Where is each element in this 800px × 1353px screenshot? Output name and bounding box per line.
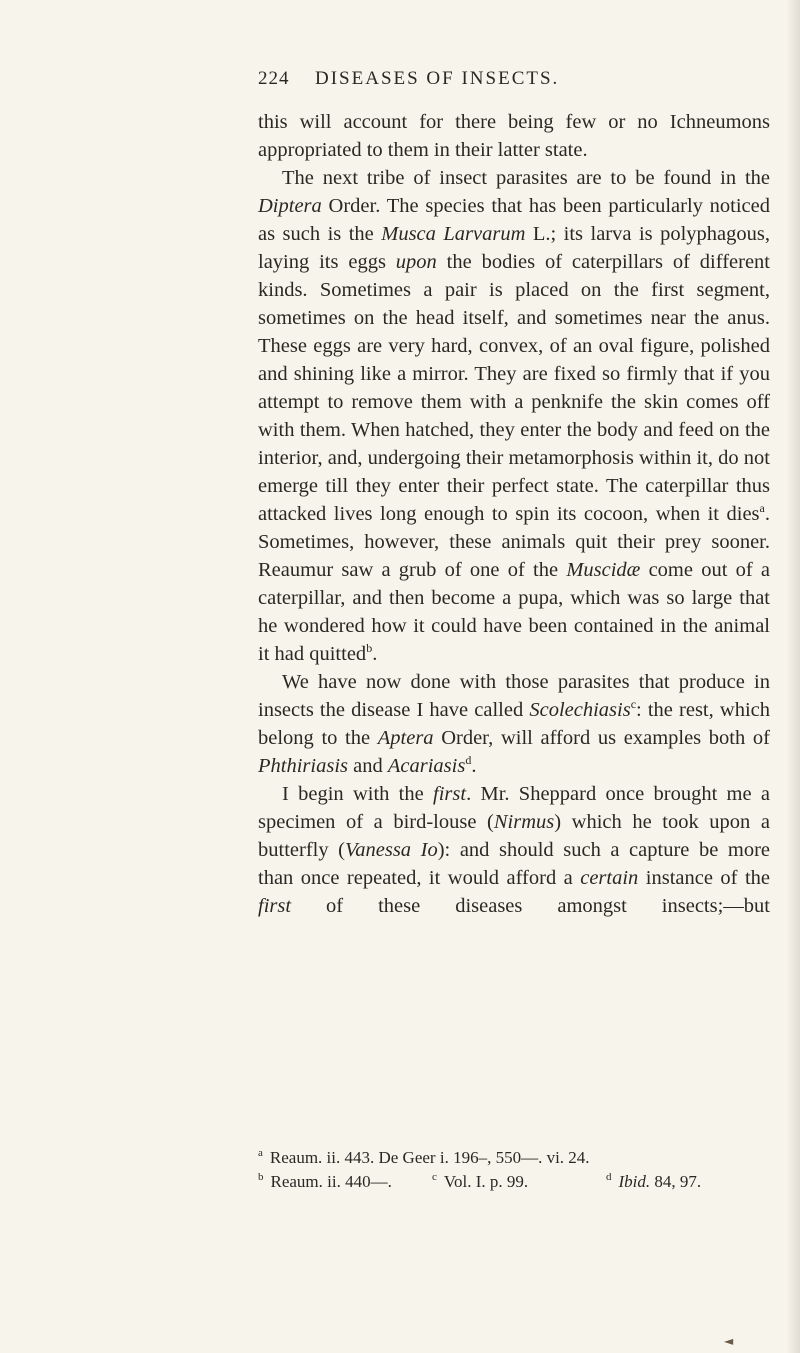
italic-term: Phthiriasis [258, 755, 348, 777]
footnote-a [258, 1146, 590, 1170]
page-number: 224 [258, 68, 290, 89]
text-run: come out of a caterpillar, and then become a pupa, which was so large that he wondered how it could have been contained in the animal it had quitted [258, 559, 771, 665]
italic-term: Musca Larvarum [381, 223, 526, 245]
footnote-text: 84, 97. [650, 1172, 702, 1191]
italic-term: first [433, 783, 467, 805]
italic-term: Aptera [377, 727, 434, 749]
footnote-row [258, 1170, 770, 1194]
text-run: . Sometimes, however, these animals quit their prey sooner. Reaumur saw a grub of one of the [258, 503, 770, 581]
text-run: . [372, 643, 378, 665]
footnote-ref-d: d [465, 753, 472, 768]
footnote-row [258, 1146, 770, 1170]
text-run: ): and should such a capture be more than once repeated, it would afford a [258, 839, 771, 889]
footnote-text: Reaum. ii. 440—. [270, 1172, 392, 1191]
italic-term: first [258, 895, 292, 917]
footnote-mark: c [432, 1171, 437, 1184]
italic-term: upon [395, 251, 437, 273]
text-run: instance of the [638, 867, 770, 889]
text-run: Order. The species that has been particularly noticed as such is the [258, 195, 770, 245]
text-run: . Mr. Sheppard once brought me a specimen of a bird-louse ( [258, 783, 770, 833]
footnote-ref-b: b [366, 641, 373, 656]
footnote-d [606, 1170, 701, 1194]
italic-term: certain [580, 867, 639, 889]
text-run: the bodies of caterpillars of different kinds. Sometimes a pair is placed on the first segment, sometimes on the head itself, and sometimes near the anus. These eggs are very hard, convex, of an oval figure, polished and shining like a mirror. They are fixed so firmly that if you attempt to remove them with a penknife the skin comes off with them. When hatched, they enter the body and feed on the interior, and, undergoing their metamorphosis within it, do not emerge till they enter their perfect state. The caterpillar thus attacked lives long enough to spin its cocoon, when it dies [258, 251, 770, 525]
paragraph-2 [258, 164, 770, 668]
text-run: ) which he took upon a butterfly ( [258, 811, 770, 861]
footnote-mark: a [258, 1147, 263, 1160]
text-run: . [471, 755, 477, 777]
text-run: Order, will afford us examples both of [433, 727, 770, 749]
italic-term: Vanessa Io [345, 839, 438, 861]
italic-term: Muscidæ [566, 559, 641, 581]
footnote-ref-a: a [759, 501, 765, 516]
text-run: We have now done with those parasites that produce in insects the disease I have called [258, 671, 770, 721]
margin-mark-icon: ◄ [724, 1334, 734, 1348]
page-edge-shadow [786, 0, 800, 1353]
footnote-ref-italic: Ibid. [618, 1172, 651, 1191]
footnote-b [258, 1170, 392, 1194]
text-run: I begin with the [282, 783, 434, 805]
body-text [258, 108, 770, 920]
paragraph-1: this will account for there being few or no Ichneumons appropriated to them in their latter state. [258, 111, 770, 161]
text-run: of these diseases amongst insects;—but [291, 895, 770, 917]
footnote-text: Reaum. ii. 443. De Geer i. 196–, 550—. vi. 24. [269, 1148, 590, 1167]
footnote-ref-c: c [630, 697, 637, 712]
italic-term: Nirmus [493, 811, 555, 833]
footnote-text: Vol. I. p. 99. [443, 1172, 529, 1191]
text-run: L.; its larva is polyphagous, laying its eggs [258, 223, 770, 273]
paragraph-3 [258, 668, 770, 780]
paragraph-4 [258, 780, 770, 920]
text-run: The next tribe of insect parasites are to be found in the [282, 167, 770, 189]
footnote-mark: b [258, 1171, 264, 1184]
italic-term: Scolechiasis [529, 699, 631, 721]
running-head [258, 68, 758, 98]
footnote-mark: d [606, 1171, 612, 1184]
text-run: and [348, 755, 388, 777]
footnotes [258, 1146, 770, 1194]
running-title: DISEASES OF INSECTS. [315, 68, 560, 89]
text-run: : the rest, which belong to the [258, 699, 770, 749]
italic-term: Diptera [258, 195, 322, 217]
italic-term: Acariasis [387, 755, 466, 777]
footnote-c [432, 1170, 528, 1194]
